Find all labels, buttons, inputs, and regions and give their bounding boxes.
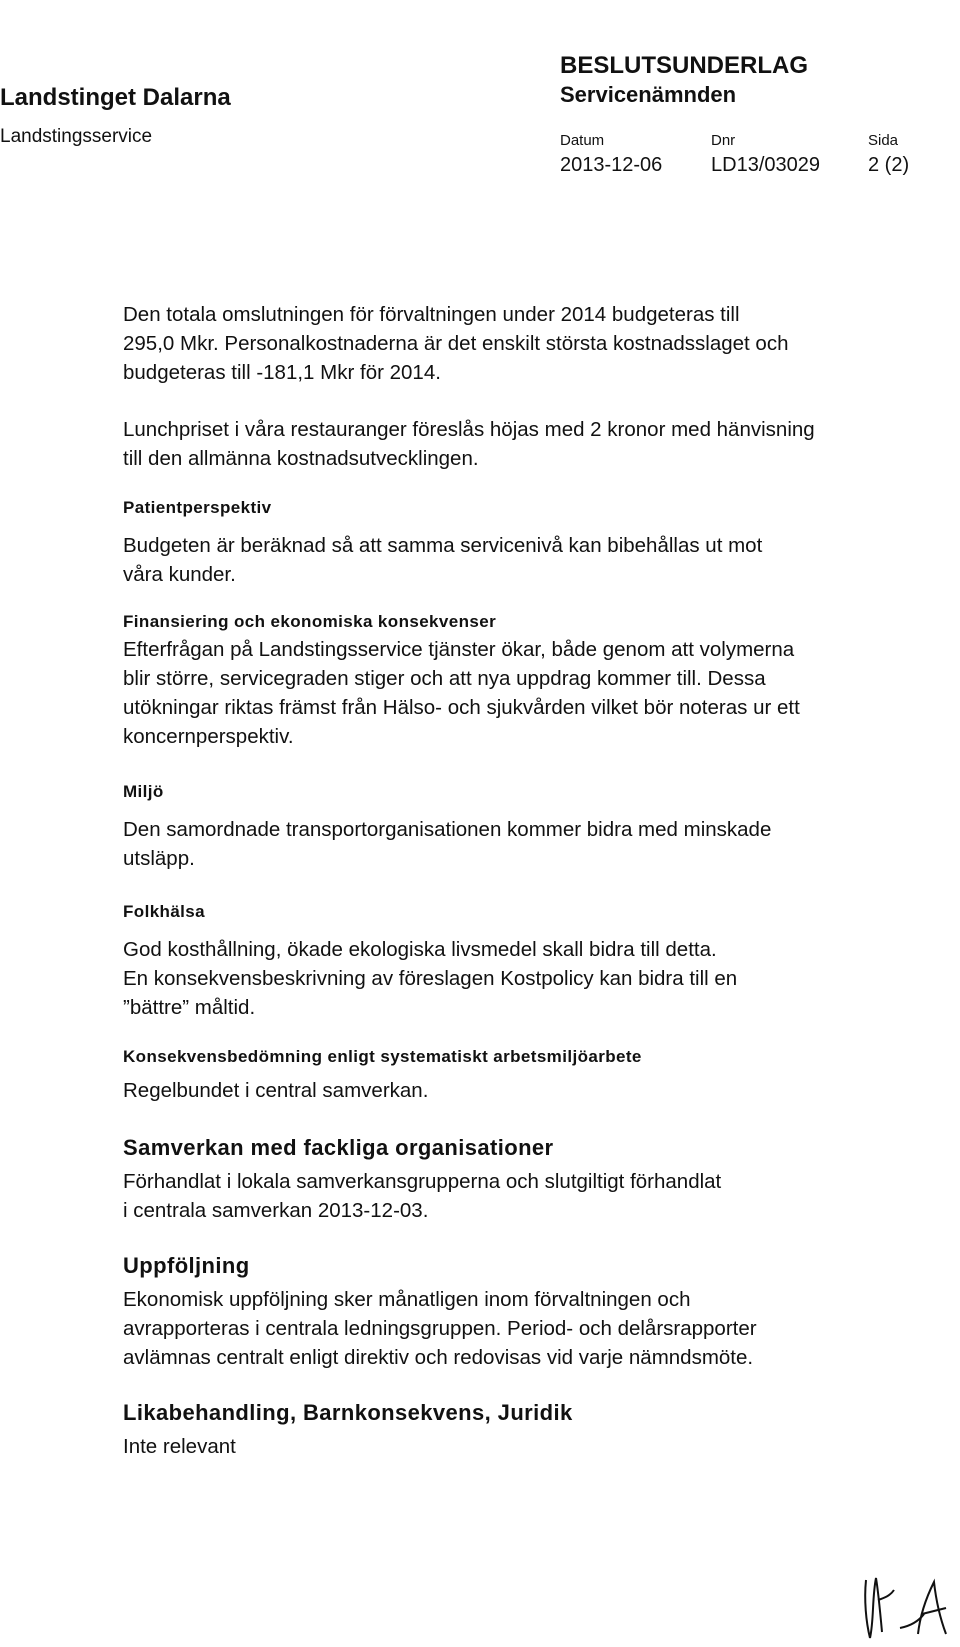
section-finansiering [123, 609, 923, 751]
date-label: Datum [560, 132, 605, 149]
paragraph-line: blir större, servicegraden stiger och att nya uppdrag kommer till. Dessa [123, 667, 766, 690]
section-likabehandling [123, 1398, 923, 1461]
paragraph-line: 295,0 Mkr. Personalkostnaderna är det enskilt största kostnadsslaget och [123, 332, 789, 355]
paragraph-line: Budgeten är beräknad så att samma servicenivå kan bibehållas ut mot [123, 534, 763, 557]
paragraph-line: utsläpp. [123, 847, 195, 870]
section-heading: Folkhälsa [123, 902, 206, 921]
paragraph-line: avlämnas centralt enligt direktiv och redovisas vid varje nämndsmöte. [123, 1346, 754, 1369]
section-konsekvensbedomning [123, 1044, 923, 1105]
document-body [123, 300, 923, 1461]
section-uppfoljning [123, 1251, 923, 1372]
section-heading: Likabehandling, Barnkonsekvens, Juridik [123, 1400, 573, 1425]
paragraph-line: Ekonomisk uppföljning sker månatligen inom förvaltningen och [123, 1288, 691, 1311]
paragraph-line: Den samordnade transportorganisationen kommer bidra med minskade [123, 818, 772, 841]
dnr-value: LD13/03029 [711, 154, 820, 176]
date-value: 2013-12-06 [560, 154, 663, 176]
paragraph-line: budgeteras till -181,1 Mkr för 2014. [123, 361, 441, 384]
paragraph-line: En konsekvensbeskrivning av föreslagen Kostpolicy kan bidra till en [123, 967, 738, 990]
signature-initials [860, 1560, 950, 1642]
organization-name: Landstinget Dalarna [0, 84, 231, 111]
paragraph-line: avrapporteras i centrala ledningsgruppen. Period- och delårsrapporter [123, 1317, 757, 1340]
section-heading: Patientperspektiv [123, 498, 272, 517]
section-folkhalsa [123, 899, 923, 1022]
paragraph-budget [123, 300, 923, 387]
paragraph-line: koncernperspektiv. [123, 725, 294, 748]
paragraph-line: God kosthållning, ökade ekologiska livsmedel skall bidra till detta. [123, 938, 717, 961]
department-name: Landstingsservice [0, 126, 153, 147]
document-type: BESLUTSUNDERLAG [560, 52, 809, 79]
paragraph-line: Förhandlat i lokala samverkansgrupperna och slutgiltigt förhandlat [123, 1170, 722, 1193]
section-heading: Uppföljning [123, 1253, 250, 1278]
section-samverkan [123, 1133, 923, 1225]
section-heading: Samverkan med fackliga organisationer [123, 1135, 554, 1160]
paragraph-line: utökningar riktas främst från Hälso- och sjukvården vilket bör noteras ur ett [123, 696, 800, 719]
paragraph-lunch [123, 415, 923, 473]
paragraph-line: Den totala omslutningen för förvaltningen under 2014 budgeteras till [123, 303, 740, 326]
paragraph-line: Regelbundet i central samverkan. [123, 1079, 429, 1102]
page-label: Sida [868, 132, 899, 149]
section-patientperspektiv [123, 495, 923, 589]
section-heading: Konsekvensbedömning enligt systematiskt arbetsmiljöarbete [123, 1047, 642, 1066]
paragraph-line: Inte relevant [123, 1435, 236, 1458]
page-value: 2 (2) [868, 154, 910, 176]
paragraph-line: våra kunder. [123, 563, 236, 586]
paragraph-line: till den allmänna kostnadsutvecklingen. [123, 447, 479, 470]
paragraph-line: i centrala samverkan 2013-12-03. [123, 1199, 429, 1222]
paragraph-line: ”bättre” måltid. [123, 996, 256, 1019]
paragraph-line: Efterfrågan på Landstingsservice tjänster ökar, både genom att volymerna [123, 638, 795, 661]
paragraph-line: Lunchpriset i våra restauranger föreslås höjas med 2 kronor med hänvisning [123, 418, 815, 441]
section-heading: Miljö [123, 782, 164, 801]
board-name: Servicenämnden [560, 82, 737, 107]
section-heading: Finansiering och ekonomiska konsekvenser [123, 612, 497, 631]
dnr-label: Dnr [711, 132, 736, 149]
section-miljo [123, 779, 923, 873]
